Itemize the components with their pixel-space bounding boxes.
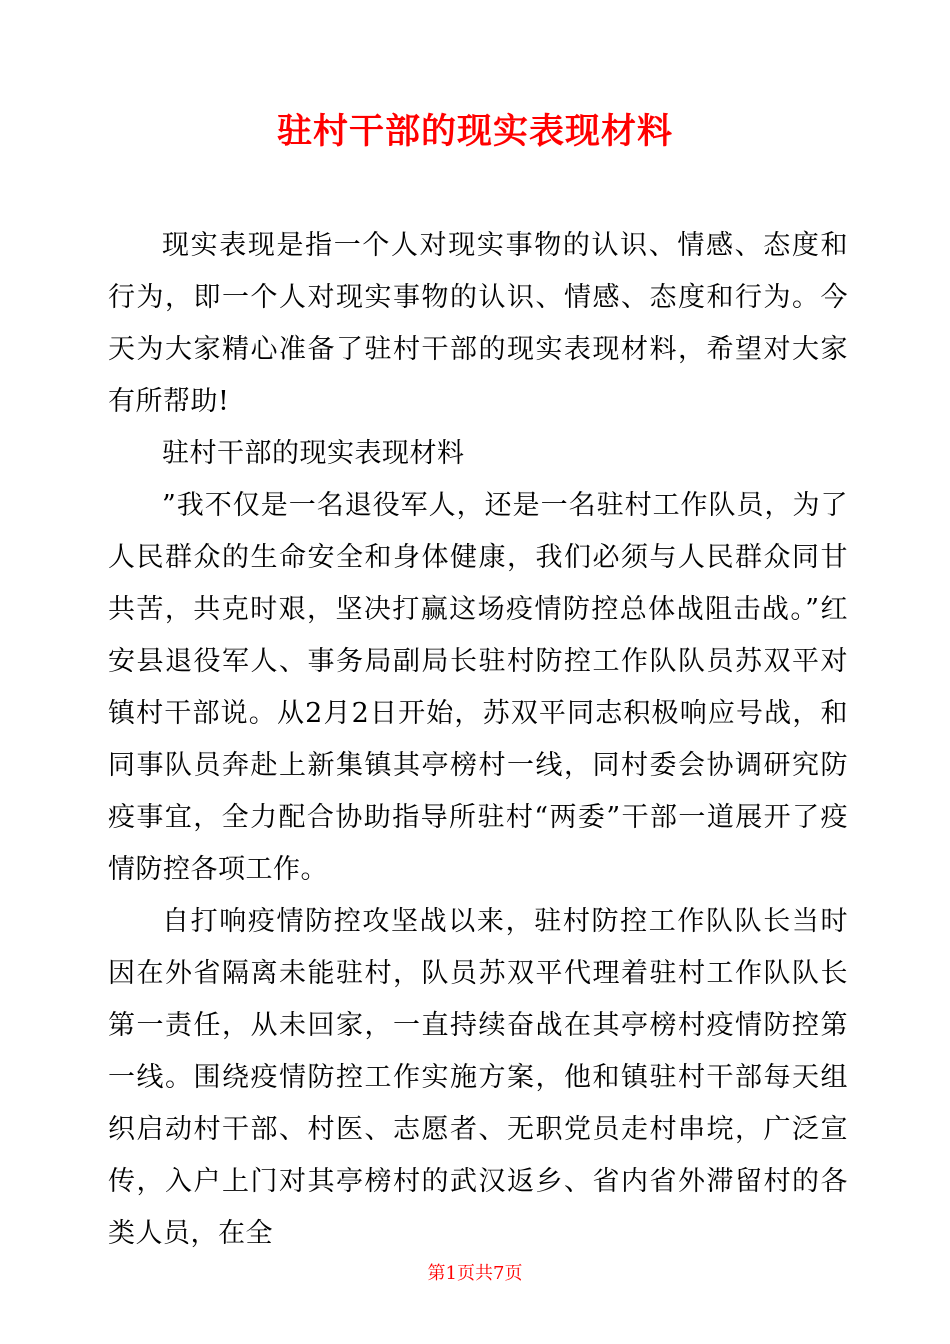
paragraph-intro: 现实表现是指一个人对现实事物的认识、情感、态度和行为，即一个人对现实事物的认识、情感、态度和行为。今天为大家精心准备了驻村干部的现实表现材料，希望对大家有所帮助! [108, 230, 848, 417]
page-number-footer: 第1页共7页 [427, 1263, 523, 1284]
paragraph-since: 自打响疫情防控攻坚战以来，驻村防控工作队队长当时因在外省隔离未能驻村，队员苏双平代理着驻村工作队队长第一责任，从未回家，一直持续奋战在其亭榜村疫情防控第一线。围绕疫情防控工作实施方案，他和镇驻村干部每天组织启动村干部、村医、志愿者、无职党员走村串垸，广泛宣传，入户上门对其亭榜村的武汉返乡、省内省外滞留村的各类人员，在全 [108, 906, 848, 1249]
paragraph-quote: ”我不仅是一名退役军人，还是一名驻村工作队员，为了人民群众的生命安全和身体健康，我们必须与人民群众同甘共苦，共克时艰，坚决打赢这场疫情防控总体战阻击战。”红安县退役军人、事务局副局长驻村防控工作队队员苏双平对镇村干部说。从2月2日开始，苏双平同志积极响应号战，和同事队员奔赴上新集镇其亭榜村一线，同村委会协调研究防疫事宜，全力配合协助指导所驻村“两委”干部一道展开了疫情防控各项工作。 [108, 490, 848, 885]
document-title: 驻村干部的现实表现材料 [276, 112, 673, 152]
paragraph-subtitle: 驻村干部的现实表现材料 [162, 438, 465, 469]
document-body [108, 220, 848, 1260]
